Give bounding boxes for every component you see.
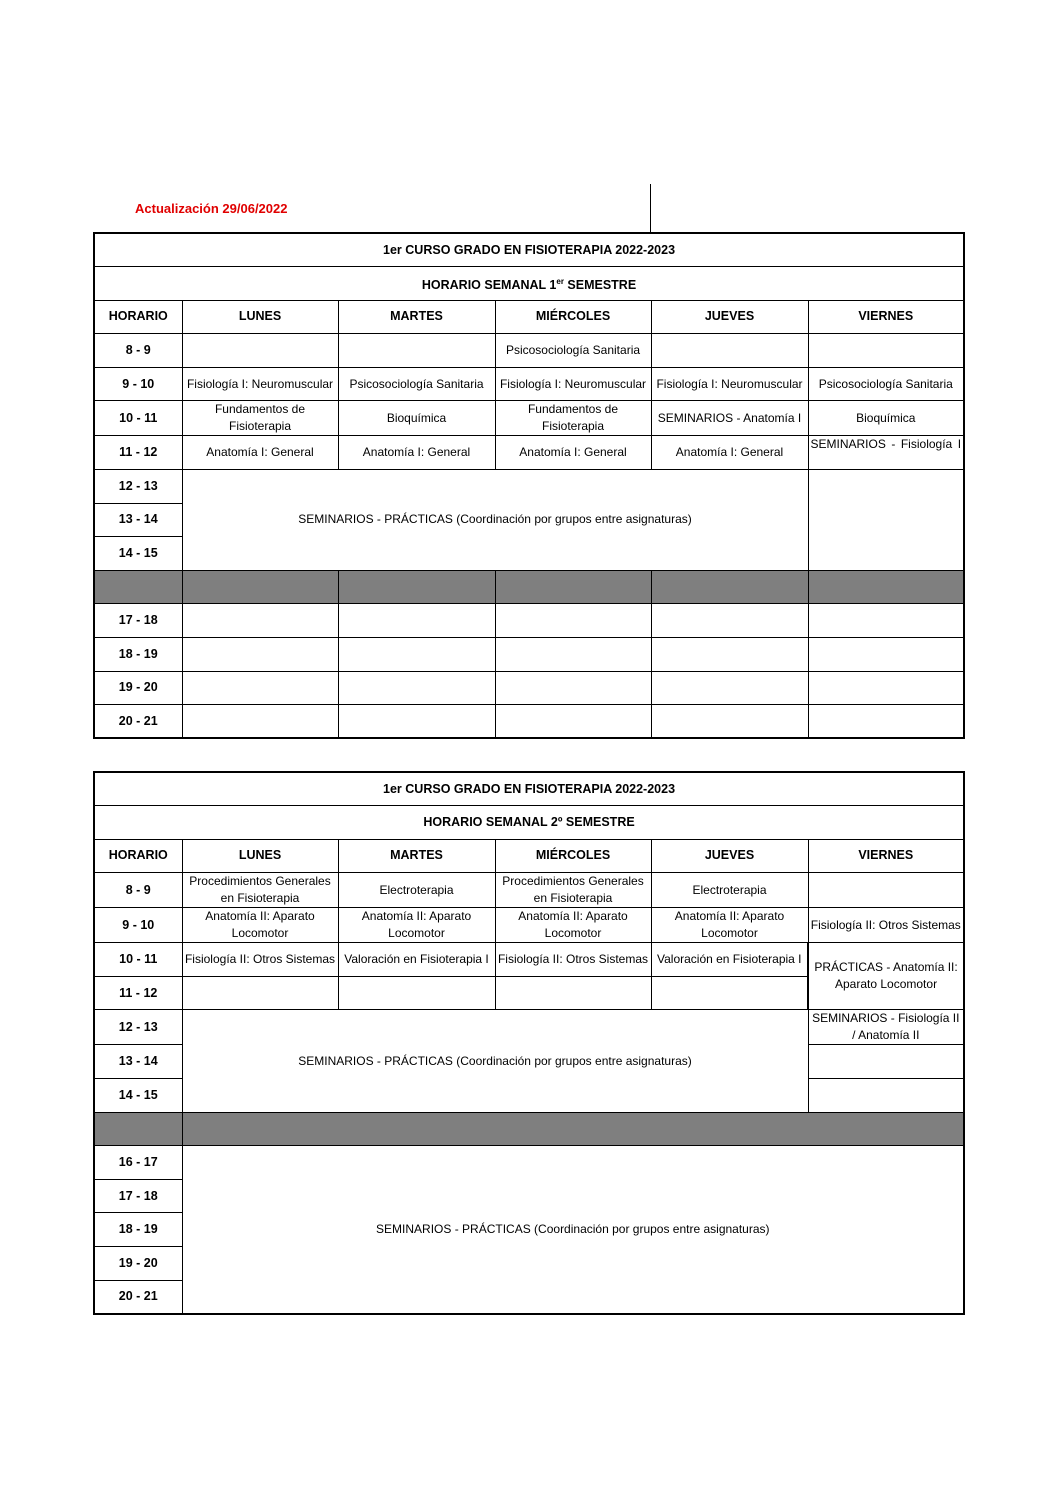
time-slot: 20 - 21 [94,1280,182,1314]
class-cell: Fisiología I: Neuromuscular [182,367,338,401]
time-slot: 19 - 20 [94,671,182,705]
empty-cell [495,604,651,638]
time-slot: 10 - 11 [94,943,182,977]
break-cell [94,1112,182,1146]
header-miercoles: MIÉRCOLES [495,300,651,334]
time-slot: 12 - 13 [94,470,182,504]
empty-cell [651,671,808,705]
class-cell [651,334,808,368]
empty-cell [808,604,964,638]
schedule-table-semester-1 [93,232,965,739]
empty-cell [495,976,651,1010]
class-cell [182,334,338,368]
header-martes: MARTES [338,839,495,873]
header-lunes: LUNES [182,839,338,873]
empty-cell [808,470,964,571]
semester-subtitle: HORARIO SEMANAL 1er SEMESTRE [94,267,964,301]
schedule-table-semester-2 [93,771,965,1315]
empty-cell [808,705,964,739]
empty-cell [651,638,808,672]
seminarios-practicas-block: SEMINARIOS - PRÁCTICAS (Coordinación por grupos entre asignaturas) [182,1010,808,1112]
class-cell: Fundamentos de Fisioterapia [495,401,651,436]
break-cell [338,570,495,604]
time-slot: 14 - 15 [94,1079,182,1113]
seminarios-practicas-block: SEMINARIOS - PRÁCTICAS (Coordinación por grupos entre asignaturas) [182,1146,964,1314]
break-cell [94,570,182,604]
class-cell: Fundamentos de Fisioterapia [182,401,338,436]
header-jueves: JUEVES [651,839,808,873]
time-slot: 17 - 18 [94,1179,182,1213]
course-title: 1er CURSO GRADO EN FISIOTERAPIA 2022-2023 [94,772,964,806]
class-cell: Electroterapia [338,873,495,908]
break-cell [808,570,964,604]
break-cell [651,570,808,604]
header-horario: HORARIO [94,839,182,873]
header-viernes: VIERNES [808,839,964,873]
empty-cell [651,604,808,638]
empty-cell [808,1045,964,1079]
header-viernes: VIERNES [808,300,964,334]
empty-cell [808,671,964,705]
class-cell: Anatomía I: General [338,436,495,470]
time-slot: 10 - 11 [94,401,182,436]
time-slot: 8 - 9 [94,334,182,368]
class-cell: Valoración en Fisioterapia I [338,943,495,977]
time-slot: 17 - 18 [94,604,182,638]
time-slot: 13 - 14 [94,503,182,537]
empty-cell [338,638,495,672]
header-miercoles: MIÉRCOLES [495,839,651,873]
class-cell: Fisiología I: Neuromuscular [495,367,651,401]
empty-cell [182,671,338,705]
time-slot: 9 - 10 [94,908,182,943]
time-slot: 9 - 10 [94,367,182,401]
time-slot: 20 - 21 [94,705,182,739]
class-cell: Anatomía II: Aparato Locomotor [182,908,338,943]
time-slot: 18 - 19 [94,1213,182,1247]
time-slot: 14 - 15 [94,537,182,571]
break-cell [182,570,338,604]
class-cell: Anatomía I: General [495,436,651,470]
semester-subtitle: HORARIO SEMANAL 2º SEMESTRE [94,806,964,840]
class-cell: Fisiología II: Otros Sistemas [182,943,338,977]
empty-cell [338,705,495,739]
class-cell: Procedimientos Generales en Fisioterapia [495,873,651,908]
seminarios-practicas-block: SEMINARIOS - PRÁCTICAS (Coordinación por grupos entre asignaturas) [182,470,808,571]
class-cell: Anatomía II: Aparato Locomotor [495,908,651,943]
header-lunes: LUNES [182,300,338,334]
time-slot: 11 - 12 [94,976,182,1010]
empty-cell [495,638,651,672]
time-slot: 19 - 20 [94,1247,182,1281]
time-slot: 12 - 13 [94,1010,182,1045]
class-cell: Anatomía I: General [651,436,808,470]
time-slot: 16 - 17 [94,1146,182,1180]
class-cell: Bioquímica [808,401,964,436]
empty-cell [338,604,495,638]
empty-cell [338,671,495,705]
class-cell: Psicosociología Sanitaria [495,334,651,368]
class-cell: SEMINARIOS - Anatomía I [651,401,808,436]
divider-line [650,184,651,232]
time-slot: 13 - 14 [94,1045,182,1079]
class-cell: Anatomía II: Aparato Locomotor [651,908,808,943]
class-cell [808,334,964,368]
class-cell: Fisiología II: Otros Sistemas [495,943,651,977]
class-cell: Psicosociología Sanitaria [338,367,495,401]
empty-cell [651,705,808,739]
empty-cell [182,638,338,672]
empty-cell [808,1079,964,1113]
class-cell [808,873,964,908]
header-martes: MARTES [338,300,495,334]
class-cell: Anatomía I: General [182,436,338,470]
empty-cell [338,976,495,1010]
class-cell: Valoración en Fisioterapia I [651,943,808,977]
class-cell: Procedimientos Generales en Fisioterapia [182,873,338,908]
update-note: Actualización 29/06/2022 [135,201,288,216]
class-cell: Anatomía II: Aparato Locomotor [338,908,495,943]
empty-cell [651,976,808,1010]
class-cell: Fisiología I: Neuromuscular [651,367,808,401]
time-slot: 11 - 12 [94,436,182,470]
class-cell: Electroterapia [651,873,808,908]
empty-cell [495,705,651,739]
empty-cell [808,638,964,672]
empty-cell [182,976,338,1010]
time-slot: 8 - 9 [94,873,182,908]
empty-cell [182,705,338,739]
time-slot: 18 - 19 [94,638,182,672]
empty-cell [182,604,338,638]
header-jueves: JUEVES [651,300,808,334]
header-horario: HORARIO [94,300,182,334]
break-cell [495,570,651,604]
friday-seminarios-cell: SEMINARIOS - Fisiología II / Anatomía II [808,1010,964,1045]
class-cell [338,334,495,368]
empty-cell [495,671,651,705]
class-cell: Bioquímica [338,401,495,436]
break-cell [182,1112,964,1146]
class-cell: Psicosociología Sanitaria [808,367,964,401]
friday-practicas-cell: PRÁCTICAS - Anatomía II: Aparato Locomotor [808,943,964,1010]
course-title: 1er CURSO GRADO EN FISIOTERAPIA 2022-2023 [94,233,964,267]
class-cell: Fisiología II: Otros Sistemas [808,908,964,943]
class-cell: SEMINARIOS - Fisiología I [808,436,964,470]
